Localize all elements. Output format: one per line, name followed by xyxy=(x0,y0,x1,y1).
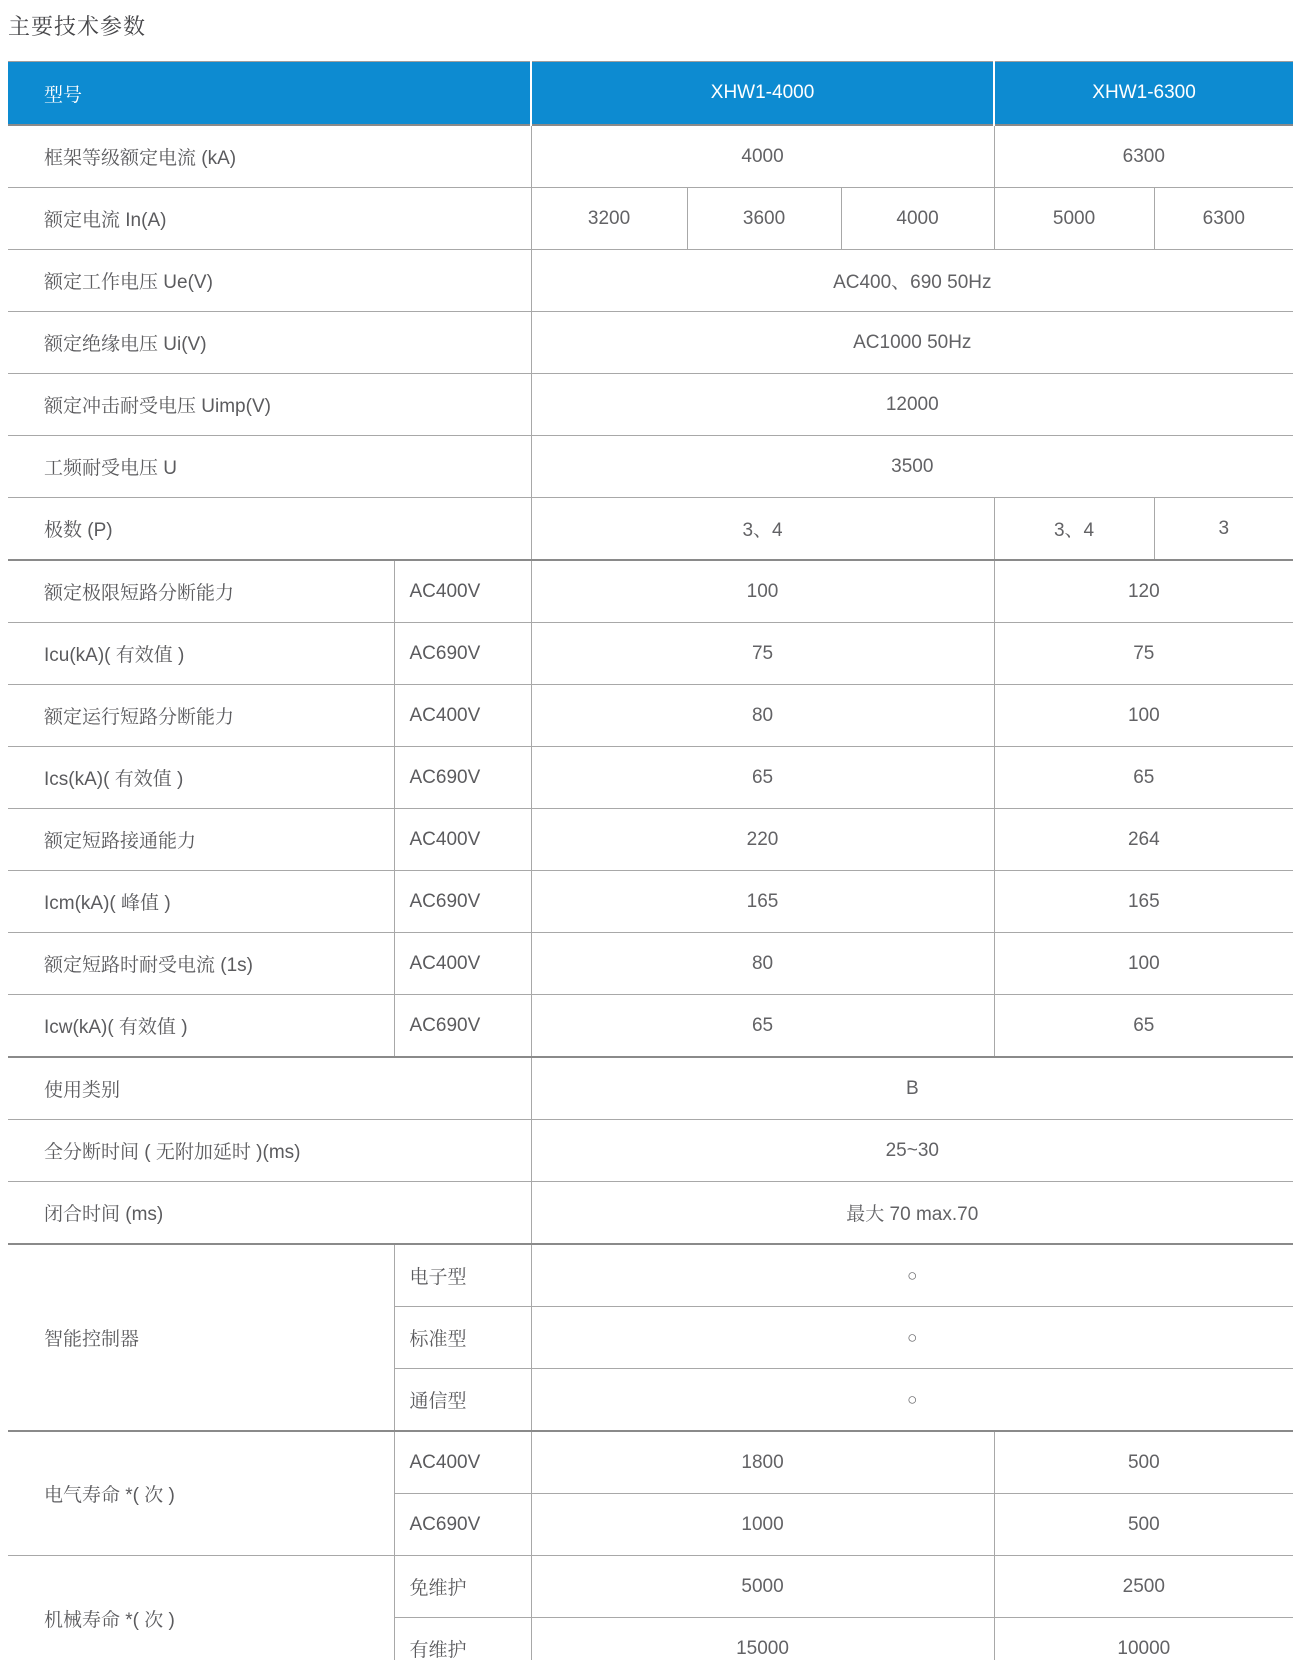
value-cell: 3、4 xyxy=(994,498,1154,561)
sub-label-cell: 电子型 xyxy=(394,1244,531,1307)
param-label-cell: 极数 (P) xyxy=(8,498,531,561)
table-row xyxy=(8,436,1293,498)
value-cell: 6300 xyxy=(1154,188,1293,250)
param-label-cell: 智能控制器 xyxy=(8,1244,394,1431)
value-cell: 100 xyxy=(994,685,1293,747)
param-label-cell: 全分断时间 ( 无附加延时 )(ms) xyxy=(8,1120,531,1182)
param-label-cell: 额定短路接通能力 xyxy=(8,809,394,871)
value-cell: 4000 xyxy=(531,125,994,188)
param-label-cell: 额定短路时耐受电流 (1s) xyxy=(8,933,394,995)
sub-label-cell: 通信型 xyxy=(394,1369,531,1432)
sub-label-cell: AC690V xyxy=(394,871,531,933)
table-row xyxy=(8,685,1293,747)
spec-table xyxy=(8,61,1293,1660)
value-cell: 75 xyxy=(531,623,994,685)
value-cell: 65 xyxy=(531,747,994,809)
param-label-cell: 工频耐受电压 U xyxy=(8,436,531,498)
table-row xyxy=(8,560,1293,623)
value-cell: 15000 xyxy=(531,1618,994,1660)
value-cell: 75 xyxy=(994,623,1293,685)
value-cell: AC1000 50Hz xyxy=(531,312,1293,374)
param-label-cell: 额定冲击耐受电压 Uimp(V) xyxy=(8,374,531,436)
sub-label-cell: AC400V xyxy=(394,809,531,871)
value-cell: ○ xyxy=(531,1369,1293,1432)
value-cell: 220 xyxy=(531,809,994,871)
value-cell: 165 xyxy=(531,871,994,933)
sub-label-cell: AC690V xyxy=(394,995,531,1058)
table-row xyxy=(8,1556,1293,1618)
model-header-cell: 型号 xyxy=(8,62,531,126)
param-label-cell: 电气寿命 *( 次 ) xyxy=(8,1431,394,1556)
param-label-cell: Ics(kA)( 有效值 ) xyxy=(8,747,394,809)
sub-label-cell: AC690V xyxy=(394,1494,531,1556)
param-label-cell: 使用类别 xyxy=(8,1057,531,1120)
table-row xyxy=(8,933,1293,995)
table-row xyxy=(8,188,1293,250)
table-row xyxy=(8,1431,1293,1494)
param-label-cell: 框架等级额定电流 (kA) xyxy=(8,125,531,188)
table-row xyxy=(8,1244,1293,1307)
value-cell: 65 xyxy=(994,747,1293,809)
value-cell: 3200 xyxy=(531,188,687,250)
value-cell: AC400、690 50Hz xyxy=(531,250,1293,312)
value-cell: 5000 xyxy=(994,188,1154,250)
table-row xyxy=(8,809,1293,871)
table-row xyxy=(8,1120,1293,1182)
value-cell: 12000 xyxy=(531,374,1293,436)
value-cell: 80 xyxy=(531,933,994,995)
param-label-cell: 额定电流 In(A) xyxy=(8,188,531,250)
value-cell: 100 xyxy=(531,560,994,623)
param-label-cell: Icu(kA)( 有效值 ) xyxy=(8,623,394,685)
value-cell: 65 xyxy=(994,995,1293,1058)
table-row xyxy=(8,623,1293,685)
sub-label-cell: 标准型 xyxy=(394,1307,531,1369)
value-cell: 6300 xyxy=(994,125,1293,188)
table-row xyxy=(8,498,1293,561)
sub-label-cell: AC690V xyxy=(394,623,531,685)
table-row xyxy=(8,312,1293,374)
value-cell: 3500 xyxy=(531,436,1293,498)
table-row xyxy=(8,871,1293,933)
value-cell: 2500 xyxy=(994,1556,1293,1618)
value-cell: 500 xyxy=(994,1431,1293,1494)
table-row xyxy=(8,374,1293,436)
value-cell: 264 xyxy=(994,809,1293,871)
param-label-cell: 闭合时间 (ms) xyxy=(8,1182,531,1245)
param-label-cell: Icw(kA)( 有效值 ) xyxy=(8,995,394,1058)
sub-label-cell: AC400V xyxy=(394,560,531,623)
value-cell: 65 xyxy=(531,995,994,1058)
table-row xyxy=(8,1057,1293,1120)
param-label-cell: 额定绝缘电压 Ui(V) xyxy=(8,312,531,374)
model-xhw1-4000-cell: XHW1-4000 xyxy=(531,62,994,126)
value-cell: 100 xyxy=(994,933,1293,995)
spec-table-body xyxy=(8,62,1293,1660)
value-cell: 1800 xyxy=(531,1431,994,1494)
value-cell: 3、4 xyxy=(531,498,994,561)
value-cell: 80 xyxy=(531,685,994,747)
value-cell: 1000 xyxy=(531,1494,994,1556)
value-cell: 3600 xyxy=(687,188,841,250)
sub-label-cell: AC690V xyxy=(394,747,531,809)
value-cell: 最大 70 max.70 xyxy=(531,1182,1293,1245)
param-label-cell: 机械寿命 *( 次 ) xyxy=(8,1556,394,1660)
value-cell: 10000 xyxy=(994,1618,1293,1660)
value-cell: ○ xyxy=(531,1307,1293,1369)
value-cell: 4000 xyxy=(841,188,994,250)
sub-label-cell: 免维护 xyxy=(394,1556,531,1618)
param-label-cell: 额定工作电压 Ue(V) xyxy=(8,250,531,312)
value-cell: B xyxy=(531,1057,1293,1120)
model-xhw1-6300-cell: XHW1-6300 xyxy=(994,62,1293,126)
param-label-cell: 额定极限短路分断能力 xyxy=(8,560,394,623)
sub-label-cell: AC400V xyxy=(394,685,531,747)
header-row xyxy=(8,62,1293,126)
table-row xyxy=(8,747,1293,809)
table-row xyxy=(8,125,1293,188)
value-cell: 5000 xyxy=(531,1556,994,1618)
table-row xyxy=(8,995,1293,1058)
value-cell: 120 xyxy=(994,560,1293,623)
sub-label-cell: 有维护 xyxy=(394,1618,531,1660)
param-label-cell: 额定运行短路分断能力 xyxy=(8,685,394,747)
value-cell: 165 xyxy=(994,871,1293,933)
table-row xyxy=(8,250,1293,312)
value-cell: ○ xyxy=(531,1244,1293,1307)
table-row xyxy=(8,1182,1293,1245)
value-cell: 500 xyxy=(994,1494,1293,1556)
param-label-cell: Icm(kA)( 峰值 ) xyxy=(8,871,394,933)
sub-label-cell: AC400V xyxy=(394,933,531,995)
page-title: 主要技术参数 xyxy=(8,14,147,39)
value-cell: 3 xyxy=(1154,498,1293,561)
value-cell: 25~30 xyxy=(531,1120,1293,1182)
sub-label-cell: AC400V xyxy=(394,1431,531,1494)
